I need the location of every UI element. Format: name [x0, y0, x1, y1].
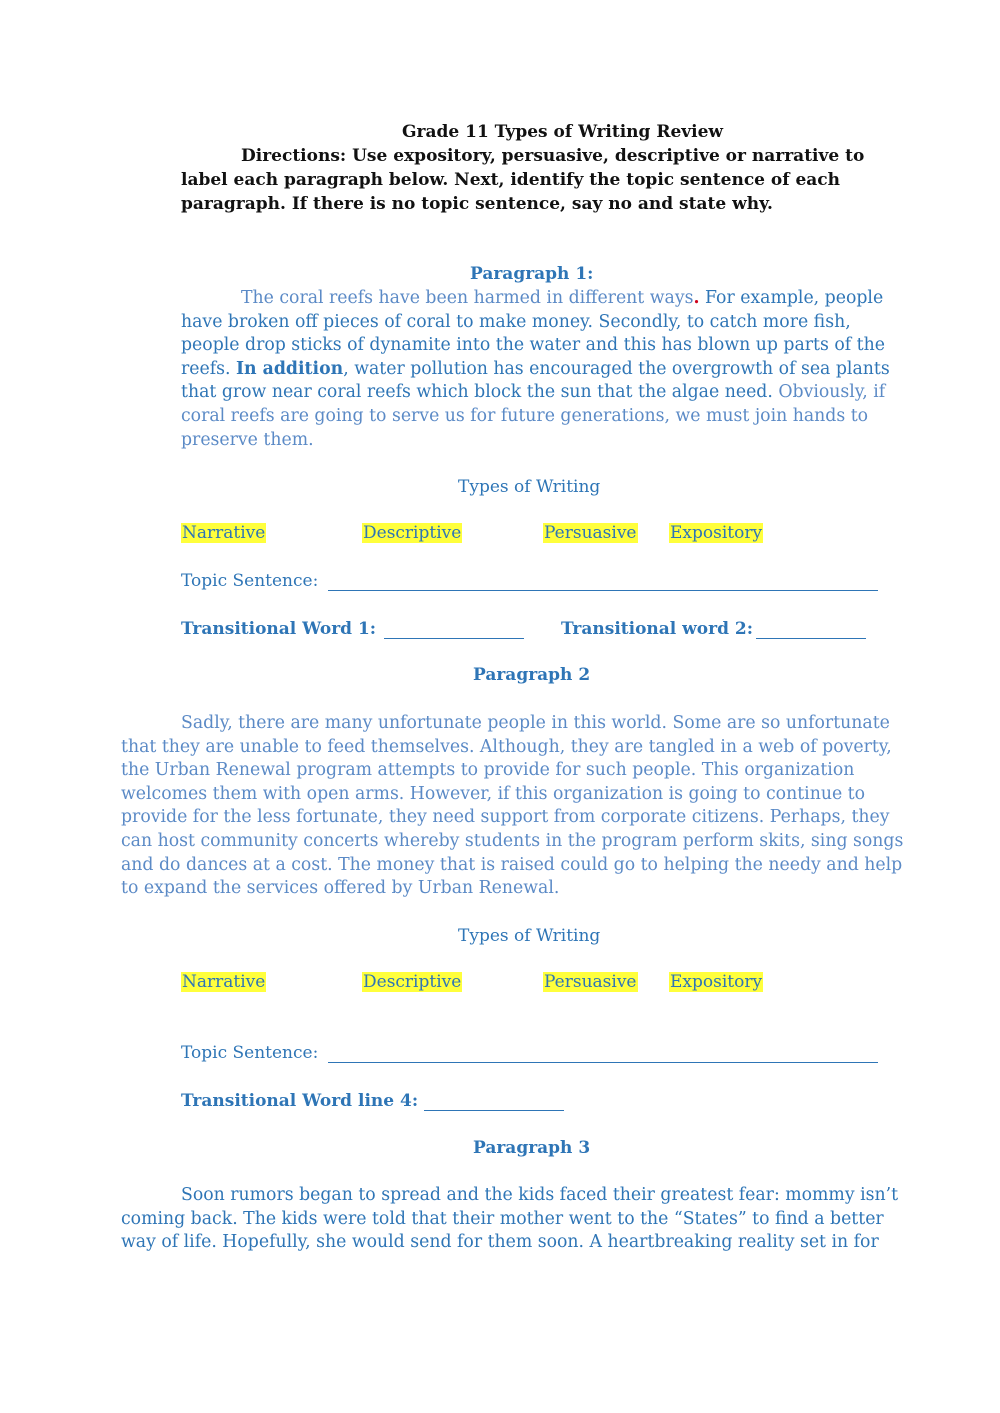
p2-line: can host community concerts whereby students in the program perform skits, sing songs	[121, 830, 904, 851]
directions-line-3: paragraph. If there is no topic sentence, say no and state why.	[181, 194, 773, 214]
p1-line-5: that grow near coral reefs which block the sun that the algae need. Obviously, if	[181, 382, 886, 403]
transitional-word-2-input[interactable]	[756, 638, 866, 639]
p1-line-3: people drop sticks of dynamite into the water and this has blown up parts of the	[181, 335, 885, 356]
topic-sentence-input-2[interactable]	[328, 1062, 878, 1063]
directions-line-2: label each paragraph below. Next, identify the topic sentence of each	[181, 170, 841, 190]
paragraph-3-heading: Paragraph 3	[473, 1138, 591, 1158]
option-narrative-2[interactable]: Narrative	[182, 972, 266, 992]
paragraph-1-heading: Paragraph 1:	[470, 264, 594, 284]
option-persuasive-1[interactable]: Persuasive	[544, 523, 637, 543]
p2-line: Sadly, there are many unfortunate people in this world. Some are so unfortunate	[181, 713, 890, 733]
p3-line: Soon rumors began to spread and the kids faced their greatest fear: mommy isn’t	[181, 1185, 899, 1205]
p2-line: and do dances at a cost. The money that is raised could go to helping the needy and help	[121, 854, 903, 875]
transitional-word-4-label: Transitional Word line 4:	[181, 1091, 419, 1111]
transitional-word-1-label: Transitional Word 1:	[181, 619, 377, 639]
topic-sentence-label-1: Topic Sentence:	[181, 571, 319, 591]
types-of-writing-label-2: Types of Writing	[458, 926, 601, 946]
p3-line: coming back. The kids were told that their mother went to the “States” to find a better	[121, 1208, 884, 1229]
paragraph-1-text	[181, 287, 890, 452]
option-descriptive-2[interactable]: Descriptive	[363, 972, 462, 992]
option-persuasive-2[interactable]: Persuasive	[544, 972, 637, 992]
topic-sentence-label-2: Topic Sentence:	[181, 1043, 319, 1063]
p2-line: that they are unable to feed themselves. Although, they are tangled in a web of poverty,	[121, 736, 892, 757]
p2-line: the Urban Renewal program attempts to provide for such people. This organization	[121, 760, 855, 781]
page-title: Grade 11 Types of Writing Review	[402, 122, 724, 142]
option-expository-2[interactable]: Expository	[670, 972, 763, 992]
p1-line-2: have broken off pieces of coral to make money. Secondly, to catch more fish,	[181, 311, 851, 332]
p1-line-7: preserve them.	[181, 429, 314, 450]
transitional-word-1-input[interactable]	[384, 638, 524, 639]
p1-line-6: coral reefs are going to serve us for future generations, we must join hands to	[181, 405, 869, 426]
paragraph-3-text	[121, 1184, 899, 1255]
transitional-word-2-label: Transitional word 2:	[561, 619, 754, 639]
p1-line-1: The coral reefs have been harmed in different ways. For example, people	[241, 288, 884, 308]
p2-line: to expand the services offered by Urban Renewal.	[121, 878, 560, 899]
option-narrative-1[interactable]: Narrative	[182, 523, 266, 543]
p2-line: provide for the less fortunate, they need support from corporate citizens. Perhaps, they	[121, 807, 890, 828]
option-descriptive-1[interactable]: Descriptive	[363, 523, 462, 543]
topic-sentence-input-1[interactable]	[328, 590, 878, 591]
p3-line: way of life. Hopefully, she would send for them soon. A heartbreaking reality set in for	[121, 1232, 879, 1253]
transitional-word-4-input[interactable]	[424, 1110, 564, 1111]
paragraph-2-heading: Paragraph 2	[473, 665, 591, 685]
p1-line-4: reefs. In addition, water pollution has encouraged the overgrowth of sea plants	[181, 358, 890, 379]
directions-line-1: Directions: Use expository, persuasive, descriptive or narrative to	[241, 146, 865, 166]
types-of-writing-label-1: Types of Writing	[458, 477, 601, 497]
option-expository-1[interactable]: Expository	[670, 523, 763, 543]
paragraph-2-text	[121, 712, 904, 901]
p2-line: welcomes them with open arms. However, if this organization is going to continue to	[121, 783, 866, 804]
